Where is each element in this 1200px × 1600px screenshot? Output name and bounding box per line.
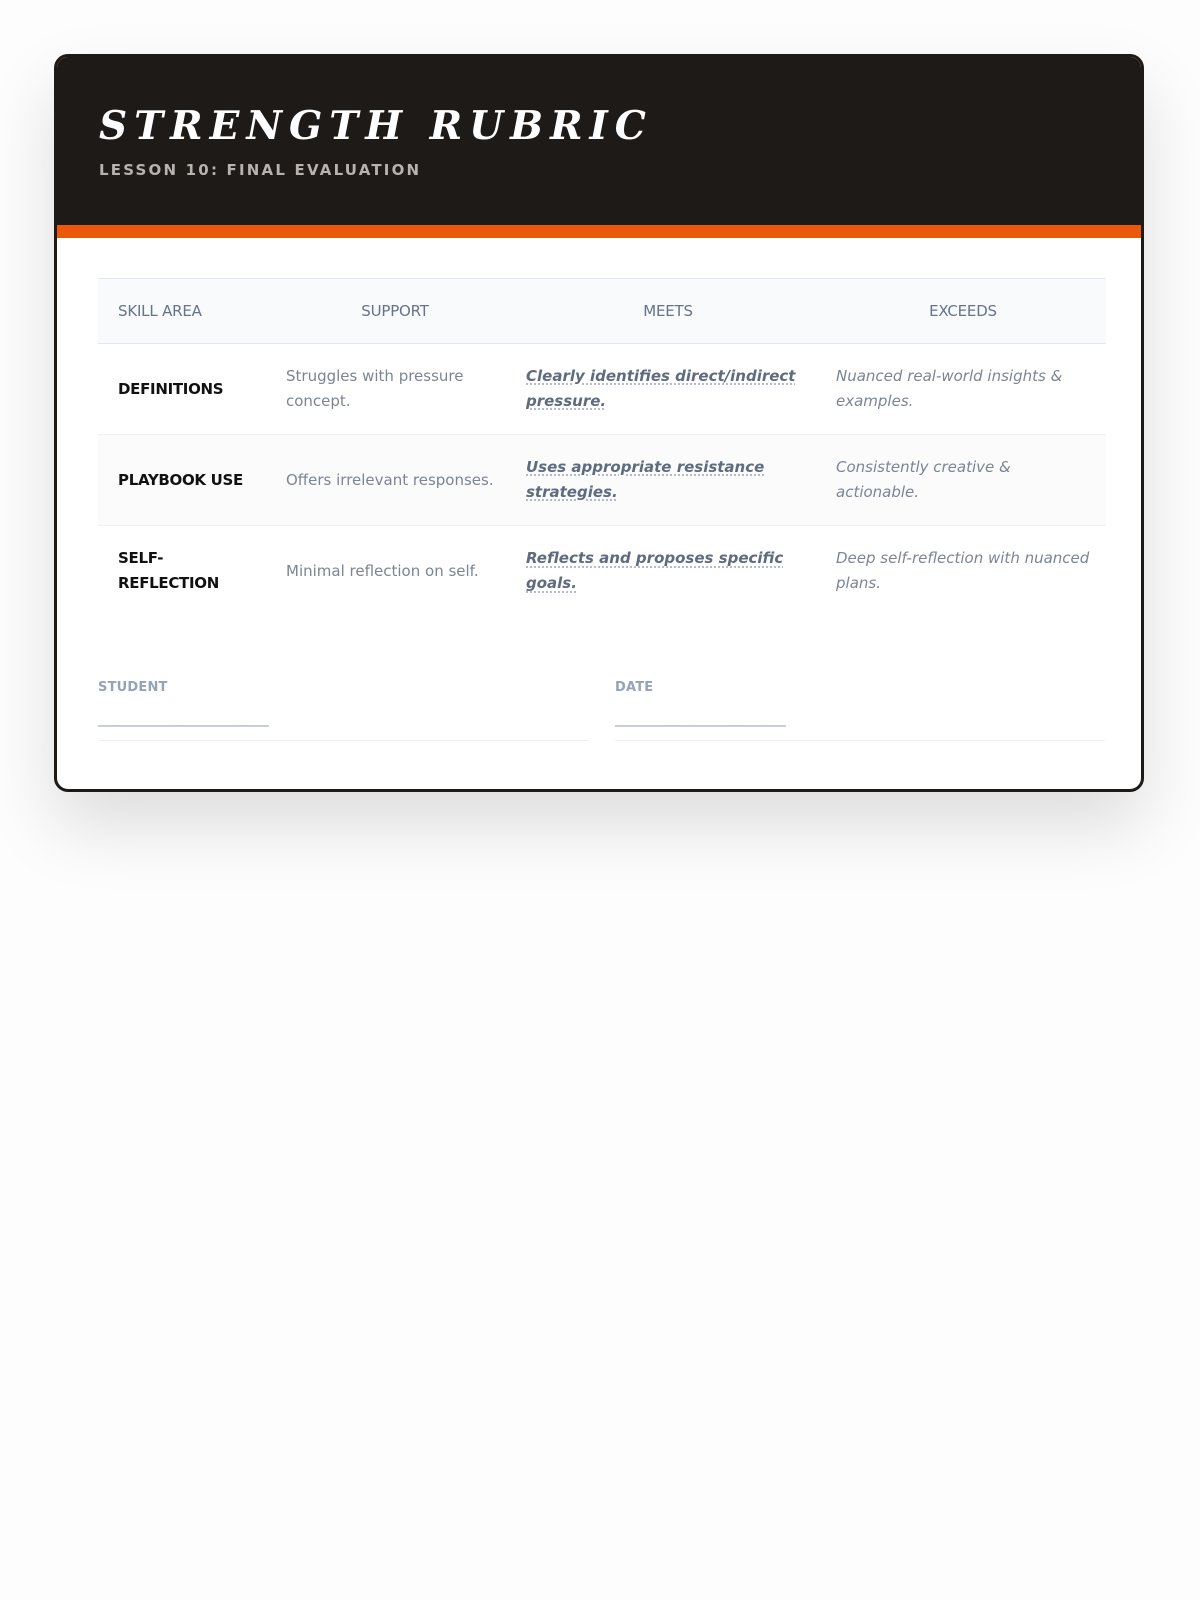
date-field[interactable] xyxy=(615,680,1105,741)
skill-area-cell: DEFINITIONS xyxy=(118,379,224,398)
student-signature-field[interactable] xyxy=(98,680,588,741)
rubric-header xyxy=(57,57,1141,225)
rubric-table xyxy=(98,278,1106,617)
accent-divider xyxy=(57,225,1141,238)
rubric-card xyxy=(54,54,1144,792)
support-cell: Struggles with pressure concept. xyxy=(286,367,464,410)
exceeds-cell: Deep self-reflection with nuanced plans. xyxy=(820,526,1106,617)
student-blank-line[interactable]: ________________________ xyxy=(98,709,269,727)
column-header-support: SUPPORT xyxy=(274,279,516,344)
date-label: DATE xyxy=(615,680,654,695)
table-header-row xyxy=(98,279,1106,344)
meets-cell xyxy=(516,526,820,617)
table-row xyxy=(98,435,1106,526)
meets-text: Reflects and proposes specific goals. xyxy=(526,549,784,593)
meets-cell xyxy=(516,435,820,526)
student-label: STUDENT xyxy=(98,680,168,695)
table-row xyxy=(98,344,1106,435)
meets-text: Uses appropriate resistance strategies. xyxy=(526,458,765,501)
meets-cell xyxy=(516,344,820,435)
support-cell: Minimal reflection on self. xyxy=(274,526,516,617)
table-row xyxy=(98,526,1106,617)
support-cell: Offers irrelevant responses. xyxy=(274,435,516,526)
date-blank-line[interactable]: ________________________ xyxy=(615,709,786,727)
page-title: STRENGTH RUBRIC xyxy=(99,103,653,149)
skill-area-cell: PLAYBOOK USE xyxy=(98,435,274,526)
page-subtitle: LESSON 10: FINAL EVALUATION xyxy=(99,161,422,179)
column-header-meets: MEETS xyxy=(516,279,820,344)
exceeds-cell: Consistently creative & actionable. xyxy=(820,435,1106,526)
column-header-exceeds: EXCEEDS xyxy=(820,279,1106,344)
column-header-skill-area: SKILL AREA xyxy=(98,279,274,344)
meets-text: Clearly identifies direct/indirect pressure. xyxy=(526,367,796,410)
skill-area-cell: SELF-REFLECTION xyxy=(98,526,274,617)
exceeds-cell: Nuanced real-world insights & examples. xyxy=(836,367,1063,410)
